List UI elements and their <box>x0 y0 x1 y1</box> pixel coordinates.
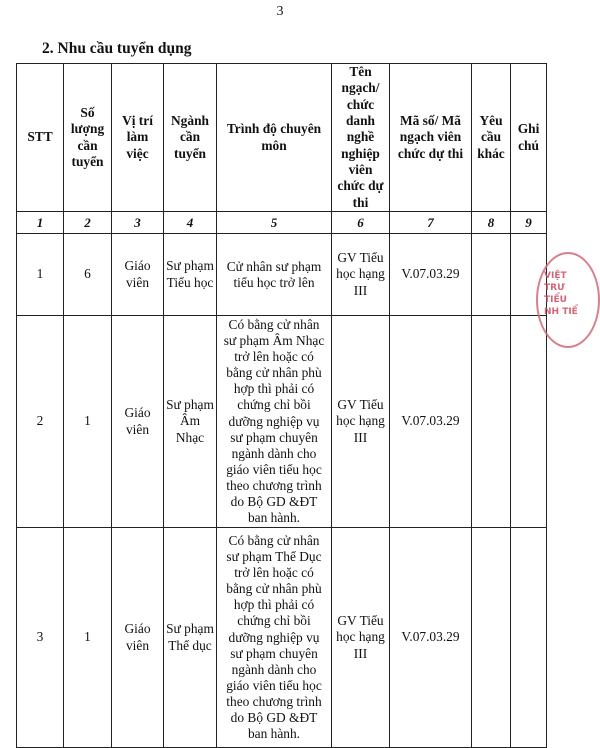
table-row <box>17 528 547 748</box>
column-number-row <box>17 212 547 234</box>
header-quantity: Số lượng cần tuyển <box>64 64 112 212</box>
column-number: 1 <box>17 212 64 234</box>
official-seal <box>536 252 600 348</box>
cell-note <box>511 316 547 528</box>
column-number: 7 <box>390 212 472 234</box>
column-number: 2 <box>64 212 112 234</box>
seal-text: VIỆT <box>544 271 567 281</box>
cell-major: Sư phạm Tiểu học <box>164 234 217 316</box>
cell-position: Giáo viên <box>112 234 164 316</box>
cell-other <box>472 316 511 528</box>
column-number: 9 <box>511 212 547 234</box>
header-major: Ngành cần tuyển <box>164 64 217 212</box>
page-number: 3 <box>276 4 284 19</box>
cell-stt: 3 <box>17 528 64 748</box>
cell-rank: GV Tiểu học hạng III <box>332 234 390 316</box>
cell-major: Sư phạm Thể dục <box>164 528 217 748</box>
seal-text: TRƯ <box>544 283 565 294</box>
cell-other <box>472 234 511 316</box>
header-stt: STT <box>17 64 64 212</box>
table-header-row <box>17 64 547 212</box>
section-title: 2. Nhu cầu tuyển dụng <box>42 40 192 57</box>
column-number: 3 <box>112 212 164 234</box>
table-row <box>17 316 547 528</box>
cell-quantity: 1 <box>64 316 112 528</box>
cell-qualification: Có bằng cử nhân sư phạm Thể Dục trở lên hoặc có bằng cử nhân phù hợp thì phải có chứng chỉ bồi dưỡng nghiệp vụ sư phạm chuyên ngành dành cho giáo viên tiểu học theo chương trình do Bộ GD &ĐT ban hành. <box>217 528 332 748</box>
cell-qualification: Cử nhân sư phạm tiểu học trở lên <box>217 234 332 316</box>
cell-other <box>472 528 511 748</box>
seal-text: TIỂU <box>544 295 567 306</box>
seal-text: NH TIỂ <box>544 307 578 318</box>
header-note: Ghi chú <box>511 64 547 212</box>
recruitment-table <box>16 63 547 748</box>
column-number: 8 <box>472 212 511 234</box>
column-number: 5 <box>217 212 332 234</box>
cell-qualification: Có bằng cử nhân sư phạm Âm Nhạc trở lên hoặc có bằng cử nhân phù hợp thì phải có chứng chỉ bồi dưỡng nghiệp vụ sư phạm chuyên ngành dành cho giáo viên tiểu học theo chương trình do Bộ GD &ĐT ban hành. <box>217 316 332 528</box>
cell-rank: GV Tiểu học hạng III <box>332 316 390 528</box>
header-code: Mã số/ Mã ngạch viên chức dự thi <box>390 64 472 212</box>
cell-code: V.07.03.29 <box>390 316 472 528</box>
header-position: Vị trí làm việc <box>112 64 164 212</box>
cell-rank: GV Tiểu học hạng III <box>332 528 390 748</box>
cell-note <box>511 528 547 748</box>
column-number: 6 <box>332 212 390 234</box>
cell-code: V.07.03.29 <box>390 234 472 316</box>
cell-code: V.07.03.29 <box>390 528 472 748</box>
column-number: 4 <box>164 212 217 234</box>
cell-quantity: 1 <box>64 528 112 748</box>
cell-stt: 2 <box>17 316 64 528</box>
cell-position: Giáo viên <box>112 316 164 528</box>
cell-major: Sư phạm Âm Nhạc <box>164 316 217 528</box>
header-rank: Tên ngạch/ chức danh nghề nghiệp viên chức dự thi <box>332 64 390 212</box>
cell-quantity: 6 <box>64 234 112 316</box>
cell-position: Giáo viên <box>112 528 164 748</box>
table-row <box>17 234 547 316</box>
header-other-requirements: Yêu cầu khác <box>472 64 511 212</box>
header-qualification: Trình độ chuyên môn <box>217 64 332 212</box>
cell-stt: 1 <box>17 234 64 316</box>
